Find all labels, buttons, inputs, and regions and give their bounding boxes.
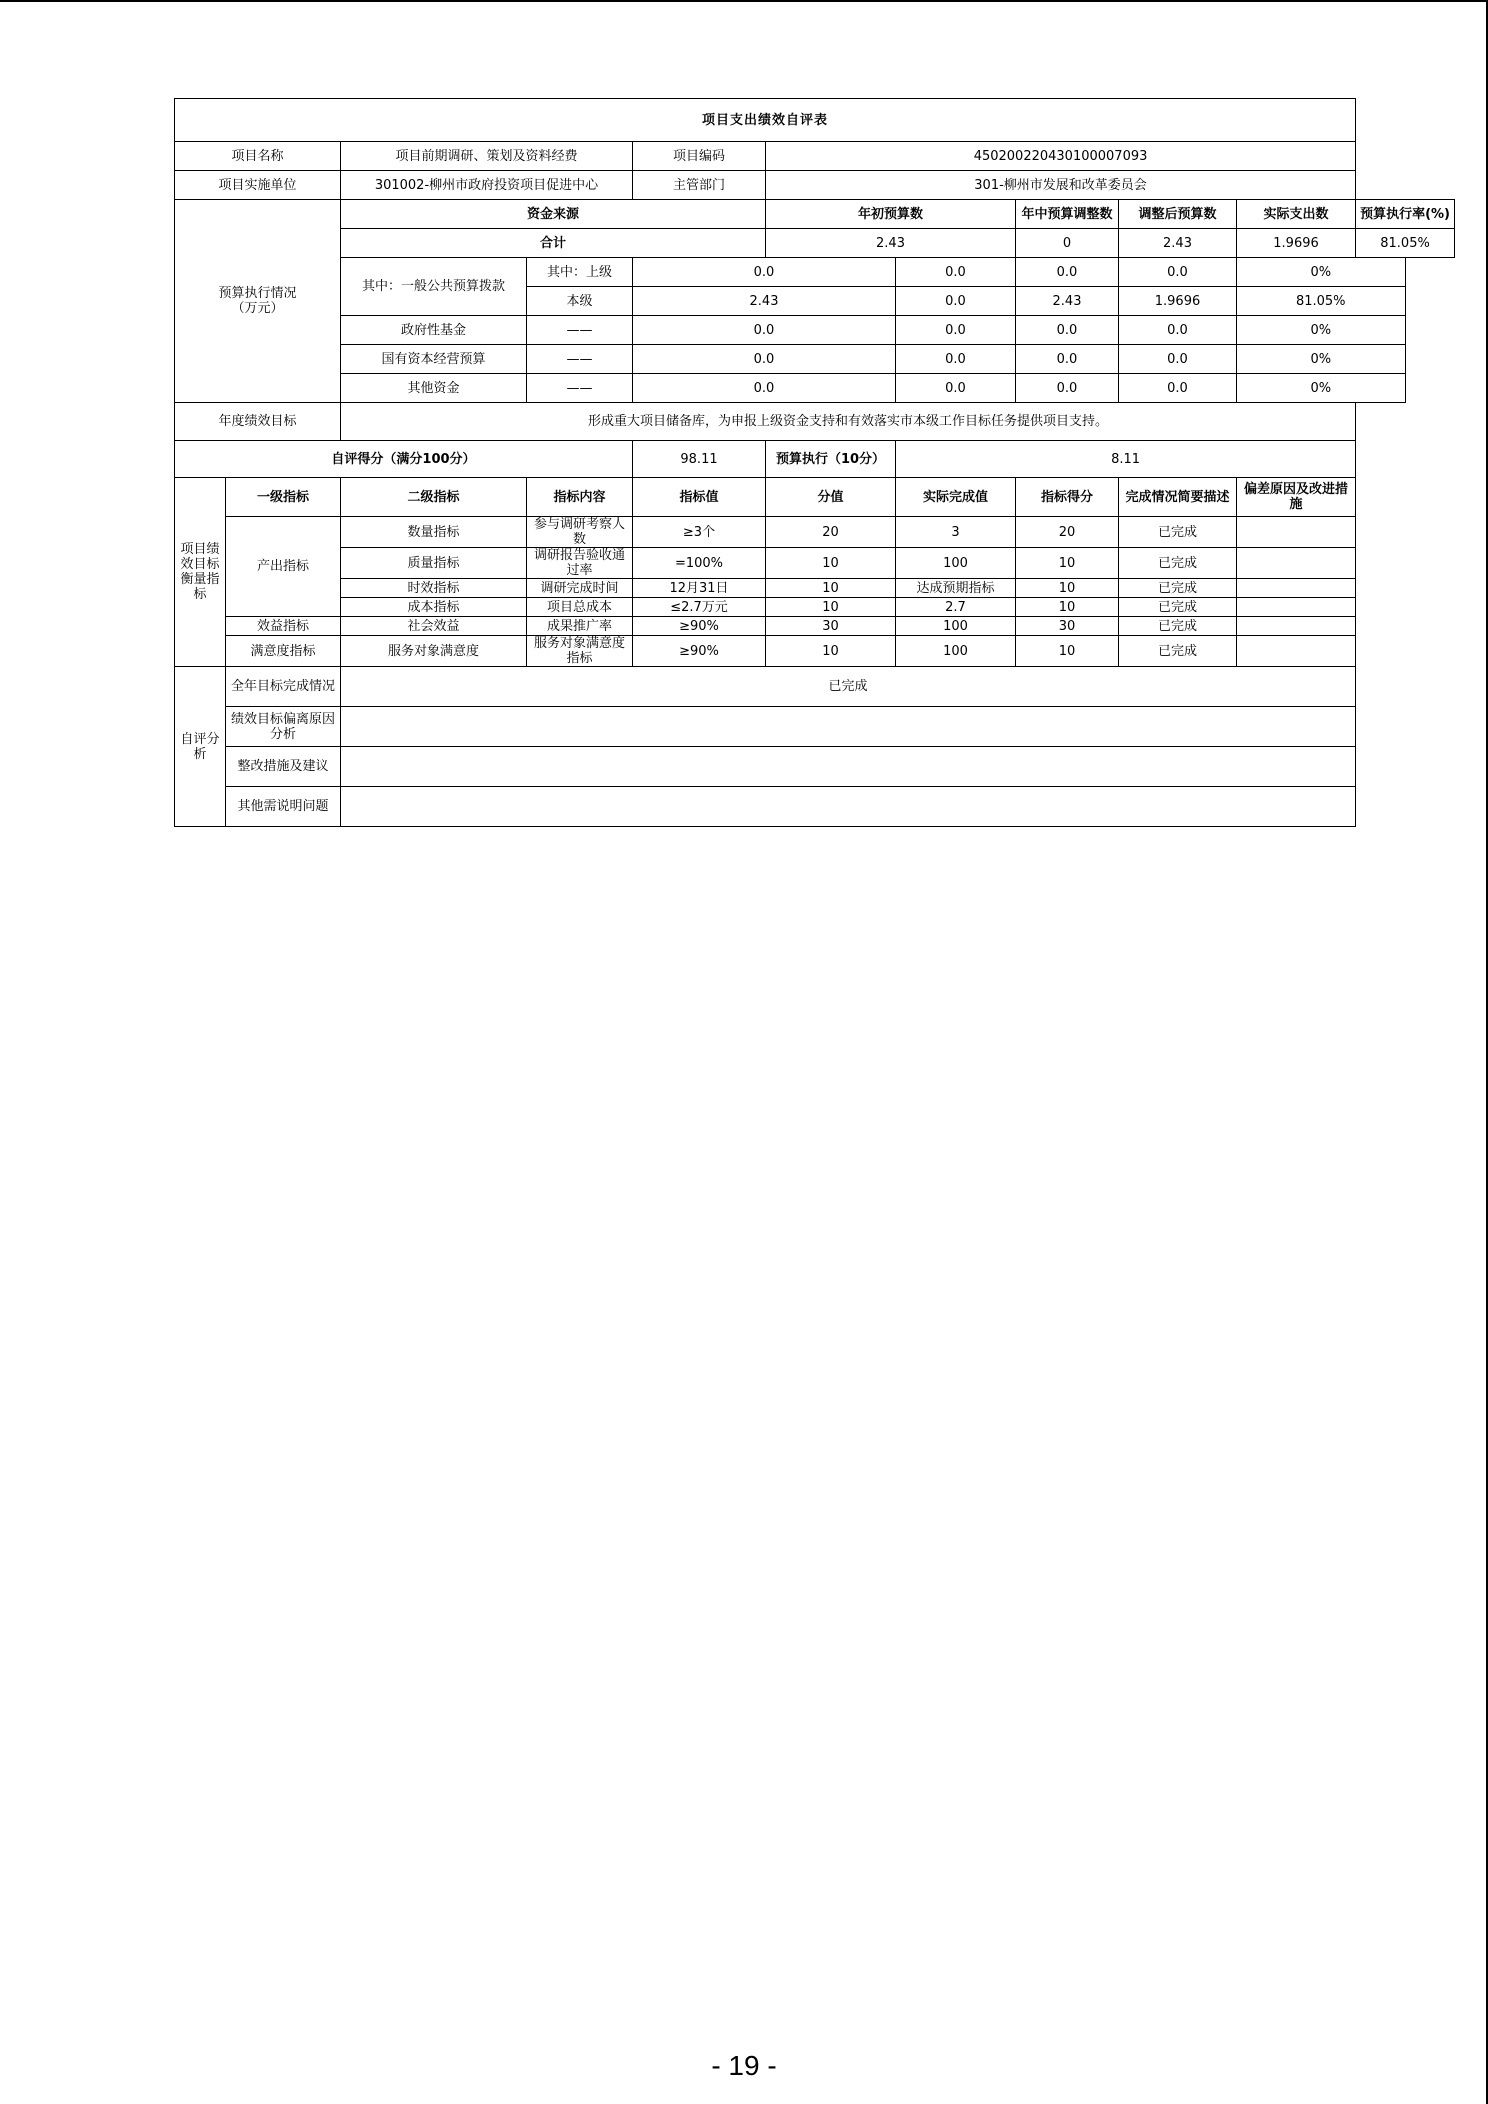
soe-budget-dash: ——: [527, 345, 633, 374]
soe-budget-initial: 0.0: [633, 345, 896, 374]
table-row-level2: 成本指标: [341, 598, 527, 617]
self-score-label: 自评得分（满分100分）: [175, 441, 633, 478]
gov-fund-initial: 0.0: [633, 316, 896, 345]
table-row-weight: 10: [766, 598, 896, 617]
budget-header-rate: 预算执行率(%): [1356, 200, 1455, 229]
budget-total-rate: 81.05%: [1356, 229, 1455, 258]
table-row-desc: 已完成: [1119, 579, 1237, 598]
table-row-desc: 已完成: [1119, 598, 1237, 617]
table-row-content: 调研完成时间: [527, 579, 633, 598]
budget-section-unit: （万元）: [231, 301, 284, 316]
table-row-desc: 已完成: [1119, 636, 1237, 667]
project-name-value: 项目前期调研、策划及资料经费: [341, 142, 633, 171]
table-row-score: 30: [1016, 617, 1119, 636]
local-rate: 81.05%: [1237, 287, 1406, 316]
gov-fund-midyear: 0.0: [896, 316, 1016, 345]
ind-header-weight: 分值: [766, 478, 896, 517]
local-actual: 1.9696: [1119, 287, 1237, 316]
table-row-weight: 10: [766, 579, 896, 598]
table-title: 项目支出绩效自评表: [175, 99, 1356, 142]
rectify-value: [341, 747, 1356, 787]
other-fund-label: 其他资金: [341, 374, 527, 403]
upper-midyear: 0.0: [896, 258, 1016, 287]
budget-total-actual: 1.9696: [1237, 229, 1356, 258]
ind-header-score: 指标得分: [1016, 478, 1119, 517]
soe-budget-adjusted: 0.0: [1016, 345, 1119, 374]
soe-budget-midyear: 0.0: [896, 345, 1016, 374]
ind-header-content: 指标内容: [527, 478, 633, 517]
table-row-reason: [1237, 517, 1356, 548]
table-row-content: 参与调研考察人数: [527, 517, 633, 548]
soe-budget-actual: 0.0: [1119, 345, 1237, 374]
table-row-score: 10: [1016, 548, 1119, 579]
table-row-score: 10: [1016, 598, 1119, 617]
supervising-dept-value: 301-柳州市发展和改革委员会: [766, 171, 1356, 200]
upper-actual: 0.0: [1119, 258, 1237, 287]
budget-header-adjusted: 调整后预算数: [1119, 200, 1237, 229]
table-row-target: 12月31日: [633, 579, 766, 598]
budget-exec-score-value: 8.11: [896, 441, 1356, 478]
top-border-line: [0, 0, 1488, 2]
table-row-reason: [1237, 548, 1356, 579]
local-adjusted: 2.43: [1016, 287, 1119, 316]
table-row-reason: [1237, 636, 1356, 667]
upper-level-label: 其中：上级: [527, 258, 633, 287]
budget-header-source: 资金来源: [341, 200, 766, 229]
rectify-label: 整改措施及建议: [226, 747, 341, 787]
table-row-desc: 已完成: [1119, 517, 1237, 548]
table-row-weight: 20: [766, 517, 896, 548]
project-code-label: 项目编码: [633, 142, 766, 171]
table-row-desc: 已完成: [1119, 617, 1237, 636]
other-issues-value: [341, 787, 1356, 827]
table-row-desc: 已完成: [1119, 548, 1237, 579]
gov-fund-dash: ——: [527, 316, 633, 345]
other-issues-label: 其他需说明问题: [226, 787, 341, 827]
local-midyear: 0.0: [896, 287, 1016, 316]
table-row-score: 10: [1016, 636, 1119, 667]
other-fund-midyear: 0.0: [896, 374, 1016, 403]
annual-goal-text: 形成重大项目储备库，为申报上级资金支持和有效落实市本级工作目标任务提供项目支持。: [341, 403, 1356, 441]
other-fund-adjusted: 0.0: [1016, 374, 1119, 403]
table-row-actual: 100: [896, 636, 1016, 667]
upper-rate: 0%: [1237, 258, 1406, 287]
table-row-weight: 10: [766, 548, 896, 579]
table-row-reason: [1237, 617, 1356, 636]
ind-header-actual: 实际完成值: [896, 478, 1016, 517]
table-row-level2: 社会效益: [341, 617, 527, 636]
general-budget-label: 其中：一般公共预算拨款: [341, 258, 527, 316]
other-fund-actual: 0.0: [1119, 374, 1237, 403]
table-row-weight: 30: [766, 617, 896, 636]
gov-fund-actual: 0.0: [1119, 316, 1237, 345]
local-level-label: 本级: [527, 287, 633, 316]
output-indicator-label: 产出指标: [226, 517, 341, 617]
table-row-level2: 质量指标: [341, 548, 527, 579]
other-fund-rate: 0%: [1237, 374, 1406, 403]
table-row-score: 20: [1016, 517, 1119, 548]
deviation-value: [341, 707, 1356, 747]
gov-fund-rate: 0%: [1237, 316, 1406, 345]
self-score-value: 98.11: [633, 441, 766, 478]
other-fund-initial: 0.0: [633, 374, 896, 403]
completion-label: 全年目标完成情况: [226, 667, 341, 707]
budget-total-label: 合计: [341, 229, 766, 258]
table-row-target: =100%: [633, 548, 766, 579]
supervising-dept-label: 主管部门: [633, 171, 766, 200]
indicator-section-label: 项目绩效目标衡量指标: [175, 478, 226, 667]
budget-section-title: 预算执行情况: [218, 286, 297, 301]
table-row-actual: 100: [896, 617, 1016, 636]
ind-header-level2: 二级指标: [341, 478, 527, 517]
budget-section-label: [175, 200, 341, 403]
upper-initial: 0.0: [633, 258, 896, 287]
table-row-content: 项目总成本: [527, 598, 633, 617]
soe-budget-label: 国有资本经营预算: [341, 345, 527, 374]
gov-fund-adjusted: 0.0: [1016, 316, 1119, 345]
table-row-target: ≥3个: [633, 517, 766, 548]
table-row-actual: 2.7: [896, 598, 1016, 617]
annual-goal-label: 年度绩效目标: [175, 403, 341, 441]
table-row-reason: [1237, 579, 1356, 598]
ind-header-target: 指标值: [633, 478, 766, 517]
benefit-indicator-label: 效益指标: [226, 617, 341, 636]
table-row-score: 10: [1016, 579, 1119, 598]
budget-header-initial: 年初预算数: [766, 200, 1016, 229]
project-name-label: 项目名称: [175, 142, 341, 171]
budget-total-midyear: 0: [1016, 229, 1119, 258]
satisfaction-indicator-label: 满意度指标: [226, 636, 341, 667]
table-row-actual: 达成预期指标: [896, 579, 1016, 598]
table-row-actual: 100: [896, 548, 1016, 579]
budget-header-midyear: 年中预算调整数: [1016, 200, 1119, 229]
other-fund-dash: ——: [527, 374, 633, 403]
table-row-reason: [1237, 598, 1356, 617]
deviation-label: 绩效目标偏离原因分析: [226, 707, 341, 747]
completion-value: 已完成: [341, 667, 1356, 707]
page-number: - 19 -: [711, 2050, 777, 2081]
table-row-target: ≥90%: [633, 617, 766, 636]
local-initial: 2.43: [633, 287, 896, 316]
table-row-target: ≤2.7万元: [633, 598, 766, 617]
ind-header-level1: 一级指标: [226, 478, 341, 517]
table-row-actual: 3: [896, 517, 1016, 548]
gov-fund-label: 政府性基金: [341, 316, 527, 345]
ind-header-description: 完成情况简要描述: [1119, 478, 1237, 517]
soe-budget-rate: 0%: [1237, 345, 1406, 374]
table-row-level2: 服务对象满意度: [341, 636, 527, 667]
table-row-level2: 数量指标: [341, 517, 527, 548]
analysis-section-label: 自评分析: [175, 667, 226, 827]
budget-exec-score-label: 预算执行（10分）: [766, 441, 896, 478]
budget-total-initial: 2.43: [766, 229, 1016, 258]
table-row-weight: 10: [766, 636, 896, 667]
table-row-content: 成果推广率: [527, 617, 633, 636]
upper-adjusted: 0.0: [1016, 258, 1119, 287]
budget-header-actual: 实际支出数: [1237, 200, 1356, 229]
table-row-level2: 时效指标: [341, 579, 527, 598]
implementing-unit-value: 301002-柳州市政府投资项目促进中心: [341, 171, 633, 200]
ind-header-deviation: 偏差原因及改进措施: [1237, 478, 1356, 517]
performance-self-evaluation-table: [174, 98, 1455, 827]
table-row-content: 服务对象满意度指标: [527, 636, 633, 667]
implementing-unit-label: 项目实施单位: [175, 171, 341, 200]
table-row-target: ≥90%: [633, 636, 766, 667]
project-code-value: 450200220430100007093: [766, 142, 1356, 171]
table-row-content: 调研报告验收通过率: [527, 548, 633, 579]
budget-total-adjusted: 2.43: [1119, 229, 1237, 258]
